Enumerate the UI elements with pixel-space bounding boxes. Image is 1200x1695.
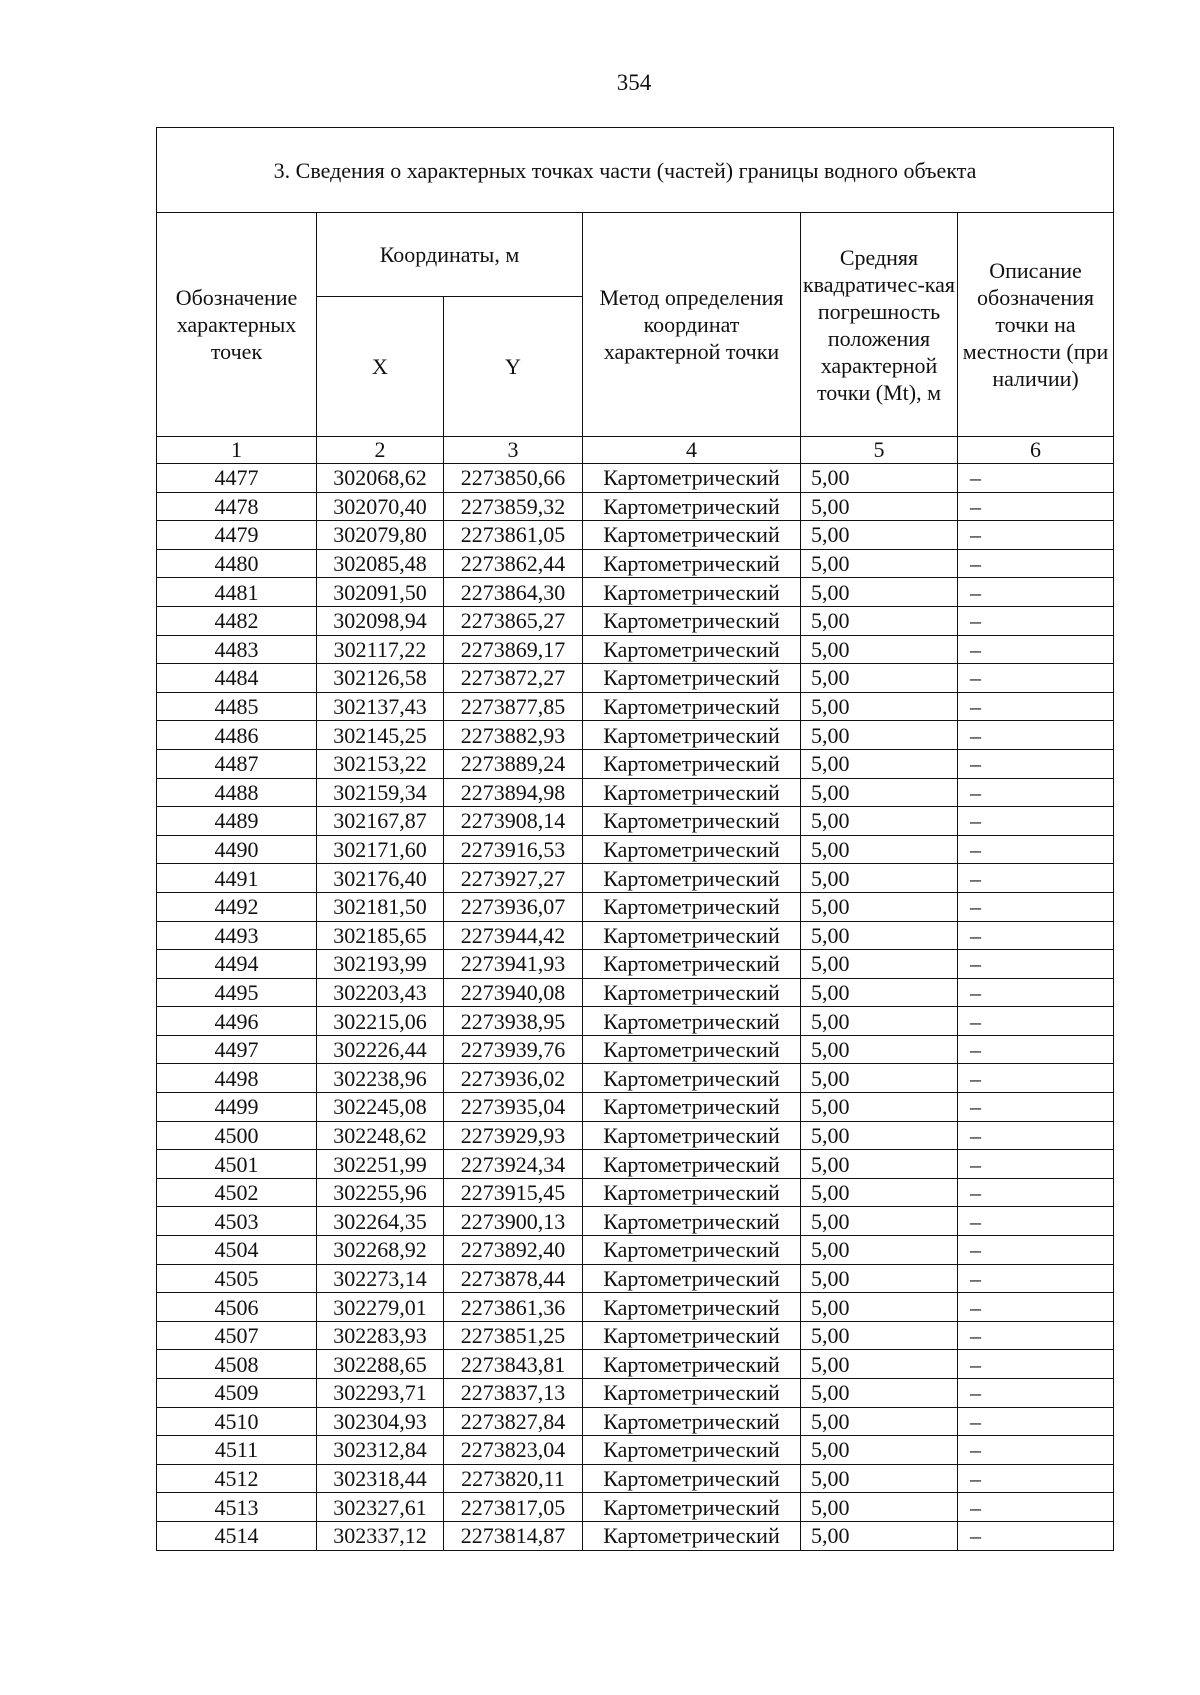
- x-cell: 302171,60: [317, 835, 444, 864]
- table-row: [157, 1150, 1114, 1179]
- y-cell: 2273820,11: [444, 1464, 583, 1493]
- boundary-points-table: [156, 127, 1114, 1551]
- error-cell: 5,00: [801, 1321, 958, 1350]
- error-cell: 5,00: [801, 835, 958, 864]
- error-cell: 5,00: [801, 521, 958, 550]
- description-cell: –: [958, 635, 1114, 664]
- error-cell: 5,00: [801, 1093, 958, 1122]
- table-row: [157, 549, 1114, 578]
- description-cell: –: [958, 1093, 1114, 1122]
- table-row: [157, 921, 1114, 950]
- y-cell: 2273827,84: [444, 1407, 583, 1436]
- x-cell: 302117,22: [317, 635, 444, 664]
- table-row: [157, 950, 1114, 979]
- description-cell: –: [958, 1064, 1114, 1093]
- description-cell: –: [958, 1150, 1114, 1179]
- method-cell: Картометрический: [583, 1207, 801, 1236]
- error-cell: 5,00: [801, 1007, 958, 1036]
- error-cell: 5,00: [801, 464, 958, 493]
- error-cell: 5,00: [801, 692, 958, 721]
- column-number: 4: [583, 437, 801, 464]
- y-cell: 2273908,14: [444, 807, 583, 836]
- method-cell: Картометрический: [583, 864, 801, 893]
- y-cell: 2273900,13: [444, 1207, 583, 1236]
- table-row: [157, 1464, 1114, 1493]
- table-row: [157, 578, 1114, 607]
- error-cell: 5,00: [801, 635, 958, 664]
- x-cell: 302098,94: [317, 606, 444, 635]
- table-row: [157, 807, 1114, 836]
- x-cell: 302245,08: [317, 1093, 444, 1122]
- point-cell: 4499: [157, 1093, 317, 1122]
- table-row: [157, 1007, 1114, 1036]
- error-cell: 5,00: [801, 1293, 958, 1322]
- y-cell: 2273869,17: [444, 635, 583, 664]
- description-cell: –: [958, 1236, 1114, 1265]
- x-cell: 302248,62: [317, 1121, 444, 1150]
- description-cell: –: [958, 1207, 1114, 1236]
- x-cell: 302337,12: [317, 1521, 444, 1550]
- table-row: [157, 721, 1114, 750]
- header-coordinates: Координаты, м: [317, 213, 583, 297]
- table-row: [157, 1436, 1114, 1465]
- column-number: 1: [157, 437, 317, 464]
- point-cell: 4480: [157, 549, 317, 578]
- y-cell: 2273889,24: [444, 749, 583, 778]
- error-cell: 5,00: [801, 749, 958, 778]
- method-cell: Картометрический: [583, 1236, 801, 1265]
- x-cell: 302085,48: [317, 549, 444, 578]
- description-cell: –: [958, 1521, 1114, 1550]
- method-cell: Картометрический: [583, 664, 801, 693]
- method-cell: Картометрический: [583, 892, 801, 921]
- header-y: Y: [444, 297, 583, 437]
- method-cell: Картометрический: [583, 978, 801, 1007]
- point-cell: 4503: [157, 1207, 317, 1236]
- x-cell: 302279,01: [317, 1293, 444, 1322]
- x-cell: 302145,25: [317, 721, 444, 750]
- error-cell: 5,00: [801, 606, 958, 635]
- point-cell: 4507: [157, 1321, 317, 1350]
- description-cell: –: [958, 1264, 1114, 1293]
- error-cell: 5,00: [801, 1064, 958, 1093]
- point-cell: 4508: [157, 1350, 317, 1379]
- point-cell: 4486: [157, 721, 317, 750]
- point-cell: 4496: [157, 1007, 317, 1036]
- error-cell: 5,00: [801, 892, 958, 921]
- description-cell: –: [958, 1350, 1114, 1379]
- method-cell: Картометрический: [583, 1436, 801, 1465]
- header-row-1: [157, 213, 1114, 297]
- x-cell: 302264,35: [317, 1207, 444, 1236]
- method-cell: Картометрический: [583, 635, 801, 664]
- table-row: [157, 1064, 1114, 1093]
- description-cell: –: [958, 1436, 1114, 1465]
- method-cell: Картометрический: [583, 578, 801, 607]
- table-row: [157, 464, 1114, 493]
- y-cell: 2273862,44: [444, 549, 583, 578]
- description-cell: –: [958, 492, 1114, 521]
- x-cell: 302070,40: [317, 492, 444, 521]
- point-cell: 4477: [157, 464, 317, 493]
- table-row: [157, 1035, 1114, 1064]
- x-cell: 302167,87: [317, 807, 444, 836]
- error-cell: 5,00: [801, 778, 958, 807]
- error-cell: 5,00: [801, 1150, 958, 1179]
- error-cell: 5,00: [801, 1350, 958, 1379]
- x-cell: 302226,44: [317, 1035, 444, 1064]
- description-cell: –: [958, 1293, 1114, 1322]
- y-cell: 2273872,27: [444, 664, 583, 693]
- table-title: 3. Сведения о характерных точках части (частей) границы водного объекта: [157, 128, 1114, 213]
- x-cell: 302068,62: [317, 464, 444, 493]
- point-cell: 4487: [157, 749, 317, 778]
- x-cell: 302159,34: [317, 778, 444, 807]
- method-cell: Картометрический: [583, 1379, 801, 1408]
- description-cell: –: [958, 1035, 1114, 1064]
- method-cell: Картометрический: [583, 521, 801, 550]
- page-number: 354: [616, 70, 652, 95]
- error-cell: 5,00: [801, 549, 958, 578]
- table-row: [157, 1207, 1114, 1236]
- title-row: [157, 128, 1114, 213]
- description-cell: –: [958, 578, 1114, 607]
- x-cell: 302283,93: [317, 1321, 444, 1350]
- y-cell: 2273927,27: [444, 864, 583, 893]
- error-cell: 5,00: [801, 807, 958, 836]
- error-cell: 5,00: [801, 664, 958, 693]
- x-cell: 302193,99: [317, 950, 444, 979]
- method-cell: Картометрический: [583, 807, 801, 836]
- method-cell: Картометрический: [583, 464, 801, 493]
- point-cell: 4491: [157, 864, 317, 893]
- column-number-row: [157, 437, 1114, 464]
- y-cell: 2273882,93: [444, 721, 583, 750]
- x-cell: 302091,50: [317, 578, 444, 607]
- table-row: [157, 521, 1114, 550]
- point-cell: 4481: [157, 578, 317, 607]
- method-cell: Картометрический: [583, 1350, 801, 1379]
- y-cell: 2273843,81: [444, 1350, 583, 1379]
- point-cell: 4479: [157, 521, 317, 550]
- table-row: [157, 1407, 1114, 1436]
- y-cell: 2273915,45: [444, 1178, 583, 1207]
- y-cell: 2273935,04: [444, 1093, 583, 1122]
- method-cell: Картометрический: [583, 721, 801, 750]
- description-cell: –: [958, 721, 1114, 750]
- method-cell: Картометрический: [583, 1321, 801, 1350]
- description-cell: –: [958, 606, 1114, 635]
- method-cell: Картометрический: [583, 1407, 801, 1436]
- x-cell: 302137,43: [317, 692, 444, 721]
- method-cell: Картометрический: [583, 1464, 801, 1493]
- y-cell: 2273861,05: [444, 521, 583, 550]
- x-cell: 302268,92: [317, 1236, 444, 1265]
- description-cell: –: [958, 835, 1114, 864]
- header-method: Метод определения координат характерной точки: [583, 213, 801, 437]
- point-cell: 4509: [157, 1379, 317, 1408]
- point-cell: 4493: [157, 921, 317, 950]
- point-cell: 4498: [157, 1064, 317, 1093]
- table-row: [157, 1178, 1114, 1207]
- error-cell: 5,00: [801, 978, 958, 1007]
- point-cell: 4512: [157, 1464, 317, 1493]
- y-cell: 2273894,98: [444, 778, 583, 807]
- x-cell: 302293,71: [317, 1379, 444, 1408]
- table-row: [157, 1493, 1114, 1522]
- table-row: [157, 1350, 1114, 1379]
- method-cell: Картометрический: [583, 1293, 801, 1322]
- point-cell: 4504: [157, 1236, 317, 1265]
- table-row: [157, 978, 1114, 1007]
- method-cell: Картометрический: [583, 1035, 801, 1064]
- y-cell: 2273861,36: [444, 1293, 583, 1322]
- y-cell: 2273814,87: [444, 1521, 583, 1550]
- point-cell: 4482: [157, 606, 317, 635]
- y-cell: 2273936,02: [444, 1064, 583, 1093]
- error-cell: 5,00: [801, 492, 958, 521]
- x-cell: 302215,06: [317, 1007, 444, 1036]
- error-cell: 5,00: [801, 864, 958, 893]
- point-cell: 4490: [157, 835, 317, 864]
- error-cell: 5,00: [801, 1436, 958, 1465]
- y-cell: 2273941,93: [444, 950, 583, 979]
- method-cell: Картометрический: [583, 692, 801, 721]
- description-cell: –: [958, 892, 1114, 921]
- description-cell: –: [958, 778, 1114, 807]
- point-cell: 4510: [157, 1407, 317, 1436]
- table-row: [157, 778, 1114, 807]
- header-x: X: [317, 297, 444, 437]
- x-cell: 302176,40: [317, 864, 444, 893]
- y-cell: 2273865,27: [444, 606, 583, 635]
- error-cell: 5,00: [801, 1493, 958, 1522]
- y-cell: 2273851,25: [444, 1321, 583, 1350]
- header-description: Описание обозначения точки на местности (при наличии): [958, 213, 1114, 437]
- point-cell: 4483: [157, 635, 317, 664]
- table-body: [157, 128, 1114, 1551]
- description-cell: –: [958, 664, 1114, 693]
- x-cell: 302255,96: [317, 1178, 444, 1207]
- table-row: [157, 749, 1114, 778]
- x-cell: 302327,61: [317, 1493, 444, 1522]
- table-row: [157, 1521, 1114, 1550]
- x-cell: 302185,65: [317, 921, 444, 950]
- y-cell: 2273823,04: [444, 1436, 583, 1465]
- table-row: [157, 492, 1114, 521]
- y-cell: 2273878,44: [444, 1264, 583, 1293]
- description-cell: –: [958, 549, 1114, 578]
- point-cell: 4497: [157, 1035, 317, 1064]
- y-cell: 2273892,40: [444, 1236, 583, 1265]
- table-row: [157, 1321, 1114, 1350]
- column-number: 6: [958, 437, 1114, 464]
- error-cell: 5,00: [801, 1379, 958, 1408]
- table-row: [157, 606, 1114, 635]
- error-cell: 5,00: [801, 1264, 958, 1293]
- x-cell: 302318,44: [317, 1464, 444, 1493]
- y-cell: 2273944,42: [444, 921, 583, 950]
- description-cell: –: [958, 464, 1114, 493]
- x-cell: 302312,84: [317, 1436, 444, 1465]
- table-row: [157, 1264, 1114, 1293]
- error-cell: 5,00: [801, 1121, 958, 1150]
- description-cell: –: [958, 921, 1114, 950]
- error-cell: 5,00: [801, 578, 958, 607]
- method-cell: Картометрический: [583, 1121, 801, 1150]
- y-cell: 2273938,95: [444, 1007, 583, 1036]
- point-cell: 4489: [157, 807, 317, 836]
- error-cell: 5,00: [801, 721, 958, 750]
- method-cell: Картометрический: [583, 549, 801, 578]
- column-number: 5: [801, 437, 958, 464]
- method-cell: Картометрический: [583, 492, 801, 521]
- y-cell: 2273940,08: [444, 978, 583, 1007]
- point-cell: 4500: [157, 1121, 317, 1150]
- description-cell: –: [958, 1121, 1114, 1150]
- point-cell: 4513: [157, 1493, 317, 1522]
- table-row: [157, 1093, 1114, 1122]
- point-cell: 4495: [157, 978, 317, 1007]
- y-cell: 2273817,05: [444, 1493, 583, 1522]
- description-cell: –: [958, 1379, 1114, 1408]
- point-cell: 4494: [157, 950, 317, 979]
- method-cell: Картометрический: [583, 778, 801, 807]
- description-cell: –: [958, 807, 1114, 836]
- table-row: [157, 1293, 1114, 1322]
- table-row: [157, 864, 1114, 893]
- header-error: Средняя квадратичес-кая погрешность положения характерной точки (Mt), м: [801, 213, 958, 437]
- table-row: [157, 892, 1114, 921]
- error-cell: 5,00: [801, 1521, 958, 1550]
- y-cell: 2273859,32: [444, 492, 583, 521]
- x-cell: 302304,93: [317, 1407, 444, 1436]
- table-row: [157, 835, 1114, 864]
- point-cell: 4514: [157, 1521, 317, 1550]
- x-cell: 302153,22: [317, 749, 444, 778]
- description-cell: –: [958, 1493, 1114, 1522]
- description-cell: –: [958, 978, 1114, 1007]
- y-cell: 2273877,85: [444, 692, 583, 721]
- point-cell: 4485: [157, 692, 317, 721]
- y-cell: 2273850,66: [444, 464, 583, 493]
- description-cell: –: [958, 1407, 1114, 1436]
- point-cell: 4484: [157, 664, 317, 693]
- method-cell: Картометрический: [583, 921, 801, 950]
- description-cell: –: [958, 692, 1114, 721]
- y-cell: 2273936,07: [444, 892, 583, 921]
- point-cell: 4506: [157, 1293, 317, 1322]
- description-cell: –: [958, 1178, 1114, 1207]
- y-cell: 2273939,76: [444, 1035, 583, 1064]
- x-cell: 302251,99: [317, 1150, 444, 1179]
- point-cell: 4488: [157, 778, 317, 807]
- y-cell: 2273929,93: [444, 1121, 583, 1150]
- x-cell: 302203,43: [317, 978, 444, 1007]
- method-cell: Картометрический: [583, 606, 801, 635]
- y-cell: 2273924,34: [444, 1150, 583, 1179]
- error-cell: 5,00: [801, 1178, 958, 1207]
- description-cell: –: [958, 521, 1114, 550]
- x-cell: 302126,58: [317, 664, 444, 693]
- method-cell: Картометрический: [583, 835, 801, 864]
- description-cell: –: [958, 1007, 1114, 1036]
- error-cell: 5,00: [801, 1035, 958, 1064]
- table-row: [157, 635, 1114, 664]
- method-cell: Картометрический: [583, 1093, 801, 1122]
- description-cell: –: [958, 1321, 1114, 1350]
- method-cell: Картометрический: [583, 950, 801, 979]
- description-cell: –: [958, 864, 1114, 893]
- method-cell: Картометрический: [583, 1521, 801, 1550]
- method-cell: Картометрический: [583, 1264, 801, 1293]
- y-cell: 2273864,30: [444, 578, 583, 607]
- point-cell: 4502: [157, 1178, 317, 1207]
- method-cell: Картометрический: [583, 1150, 801, 1179]
- method-cell: Картометрический: [583, 1178, 801, 1207]
- x-cell: 302079,80: [317, 521, 444, 550]
- description-cell: –: [958, 1464, 1114, 1493]
- table-row: [157, 692, 1114, 721]
- header-point: Обозначение характерных точек: [157, 213, 317, 437]
- table-row: [157, 1121, 1114, 1150]
- method-cell: Картометрический: [583, 1064, 801, 1093]
- description-cell: –: [958, 950, 1114, 979]
- error-cell: 5,00: [801, 1464, 958, 1493]
- point-cell: 4478: [157, 492, 317, 521]
- x-cell: 302273,14: [317, 1264, 444, 1293]
- point-cell: 4511: [157, 1436, 317, 1465]
- point-cell: 4501: [157, 1150, 317, 1179]
- x-cell: 302181,50: [317, 892, 444, 921]
- table-row: [157, 1236, 1114, 1265]
- column-number: 3: [444, 437, 583, 464]
- x-cell: 302288,65: [317, 1350, 444, 1379]
- error-cell: 5,00: [801, 950, 958, 979]
- method-cell: Картометрический: [583, 1493, 801, 1522]
- y-cell: 2273916,53: [444, 835, 583, 864]
- point-cell: 4492: [157, 892, 317, 921]
- method-cell: Картометрический: [583, 1007, 801, 1036]
- error-cell: 5,00: [801, 1236, 958, 1265]
- x-cell: 302238,96: [317, 1064, 444, 1093]
- y-cell: 2273837,13: [444, 1379, 583, 1408]
- point-cell: 4505: [157, 1264, 317, 1293]
- error-cell: 5,00: [801, 1407, 958, 1436]
- error-cell: 5,00: [801, 921, 958, 950]
- description-cell: –: [958, 749, 1114, 778]
- table-row: [157, 664, 1114, 693]
- method-cell: Картометрический: [583, 749, 801, 778]
- column-number: 2: [317, 437, 444, 464]
- table-row: [157, 1379, 1114, 1408]
- error-cell: 5,00: [801, 1207, 958, 1236]
